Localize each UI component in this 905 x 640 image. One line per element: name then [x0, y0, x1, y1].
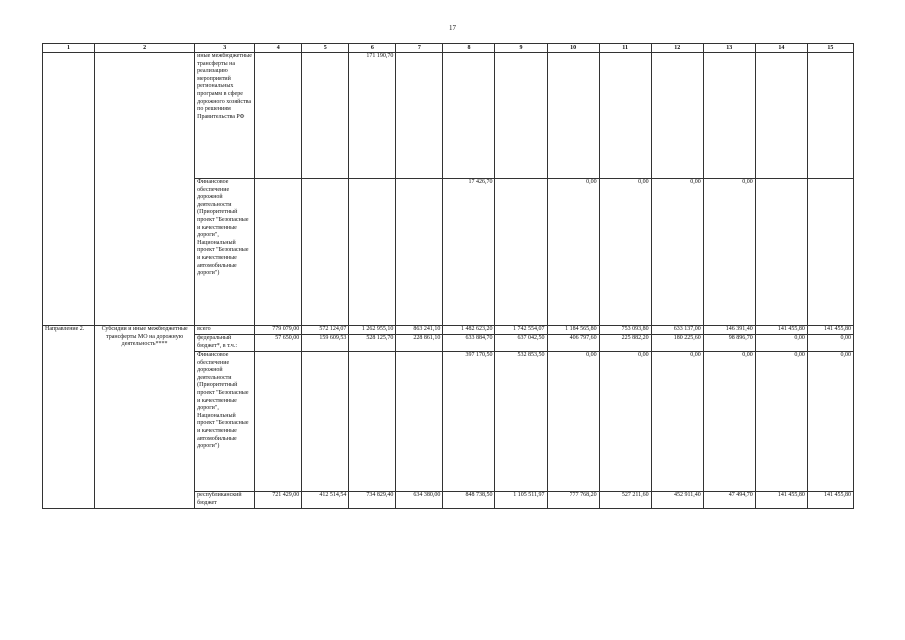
- col-header: 5: [302, 44, 349, 53]
- cell-value: 225 882,20: [599, 335, 651, 352]
- empty-cell: [43, 53, 95, 326]
- column-number-row: [43, 44, 854, 53]
- cell-value: 141 455,80: [755, 492, 807, 509]
- cell-value: 47 494,70: [703, 492, 755, 509]
- col-header: 4: [255, 44, 302, 53]
- cell-value: 146 391,40: [703, 326, 755, 335]
- cell-value: 848 738,50: [443, 492, 495, 509]
- cell-value: 777 768,20: [547, 492, 599, 509]
- cell-value: 159 609,53: [302, 335, 349, 352]
- cell-value: 0,00: [651, 179, 703, 326]
- cell-value: 171 190,70: [349, 53, 396, 179]
- cell-value: 721 429,00: [255, 492, 302, 509]
- col-header: 10: [547, 44, 599, 53]
- cell-value: 412 514,54: [302, 492, 349, 509]
- cell-value: 0,00: [755, 352, 807, 492]
- col-header: 8: [443, 44, 495, 53]
- cell-value: 633 884,70: [443, 335, 495, 352]
- direction-name: Субсидии и иные межбюджетные трансферты МО на дорожную деятельность****: [95, 326, 195, 509]
- cell-value: 1 262 955,10: [349, 326, 396, 335]
- col-header: 14: [755, 44, 807, 53]
- cell-value: 0,00: [703, 352, 755, 492]
- cell-value: 0,00: [547, 352, 599, 492]
- table-row: [43, 326, 854, 335]
- cell-value: 779 079,00: [255, 326, 302, 335]
- row-label: федеральный бюджет*, в т.ч.:: [195, 335, 255, 352]
- cell-value: 734 829,40: [349, 492, 396, 509]
- col-header: 15: [807, 44, 853, 53]
- cell-value: 1 105 511,97: [495, 492, 547, 509]
- col-header: 2: [95, 44, 195, 53]
- cell-value: 0,00: [599, 179, 651, 326]
- cell-value: 0,00: [599, 352, 651, 492]
- cell-value: 634 380,00: [396, 492, 443, 509]
- col-header: 1: [43, 44, 95, 53]
- cell-value: 0,00: [807, 335, 853, 352]
- cell-value: 1 184 565,80: [547, 326, 599, 335]
- cell-value: 180 225,60: [651, 335, 703, 352]
- cell-value: 397 170,50: [443, 352, 495, 492]
- col-header: 3: [195, 44, 255, 53]
- cell-value: 452 911,40: [651, 492, 703, 509]
- col-header: 11: [599, 44, 651, 53]
- cell-value: 98 896,70: [703, 335, 755, 352]
- row-label: республиканский бюджет: [195, 492, 255, 509]
- empty-cell: [95, 53, 195, 326]
- col-header: 13: [703, 44, 755, 53]
- col-header: 6: [349, 44, 396, 53]
- cell-value: 0,00: [651, 352, 703, 492]
- row-label: всего: [195, 326, 255, 335]
- budget-table: [42, 43, 854, 509]
- cell-value: 228 861,10: [396, 335, 443, 352]
- cell-value: 863 241,10: [396, 326, 443, 335]
- cell-value: 17 426,70: [443, 179, 495, 326]
- cell-value: 633 137,00: [651, 326, 703, 335]
- cell-value: 0,00: [807, 352, 853, 492]
- cell-value: 0,00: [755, 335, 807, 352]
- cell-value: 572 124,07: [302, 326, 349, 335]
- cell-value: 1 482 623,20: [443, 326, 495, 335]
- cell-value: 528 125,70: [349, 335, 396, 352]
- table-row: [43, 53, 854, 179]
- row-label: иные межбюджетные трансферты на реализацию мероприятий региональных программ в сфере дорожного хозяйства по решениям Правительства РФ: [195, 53, 255, 179]
- cell-value: 532 853,50: [495, 352, 547, 492]
- cell-value: 527 211,60: [599, 492, 651, 509]
- cell-value: 0,00: [547, 179, 599, 326]
- row-label: Финансовое обеспечение дорожной деятельности (Приоритетный проект "Безопасные и качественные дороги", Национальный проект "Безопасные и качественные автомобильные дороги"): [195, 179, 255, 326]
- cell-value: 57 650,00: [255, 335, 302, 352]
- cell-value: 141 455,80: [807, 326, 853, 335]
- cell-value: 753 093,80: [599, 326, 651, 335]
- cell-value: 141 455,80: [755, 326, 807, 335]
- col-header: 9: [495, 44, 547, 53]
- row-label: Финансовое обеспечение дорожной деятельности (Приоритетный проект "Безопасные и качественные дороги", Национальный проект "Безопасные и качественные автомобильные дороги"): [195, 352, 255, 492]
- page-number: 17: [449, 24, 456, 32]
- direction-cell: Направление 2.: [43, 326, 95, 509]
- cell-value: 141 455,80: [807, 492, 853, 509]
- cell-value: 406 797,60: [547, 335, 599, 352]
- cell-value: 1 742 554,07: [495, 326, 547, 335]
- col-header: 12: [651, 44, 703, 53]
- col-header: 7: [396, 44, 443, 53]
- cell-value: 637 042,50: [495, 335, 547, 352]
- cell-value: 0,00: [703, 179, 755, 326]
